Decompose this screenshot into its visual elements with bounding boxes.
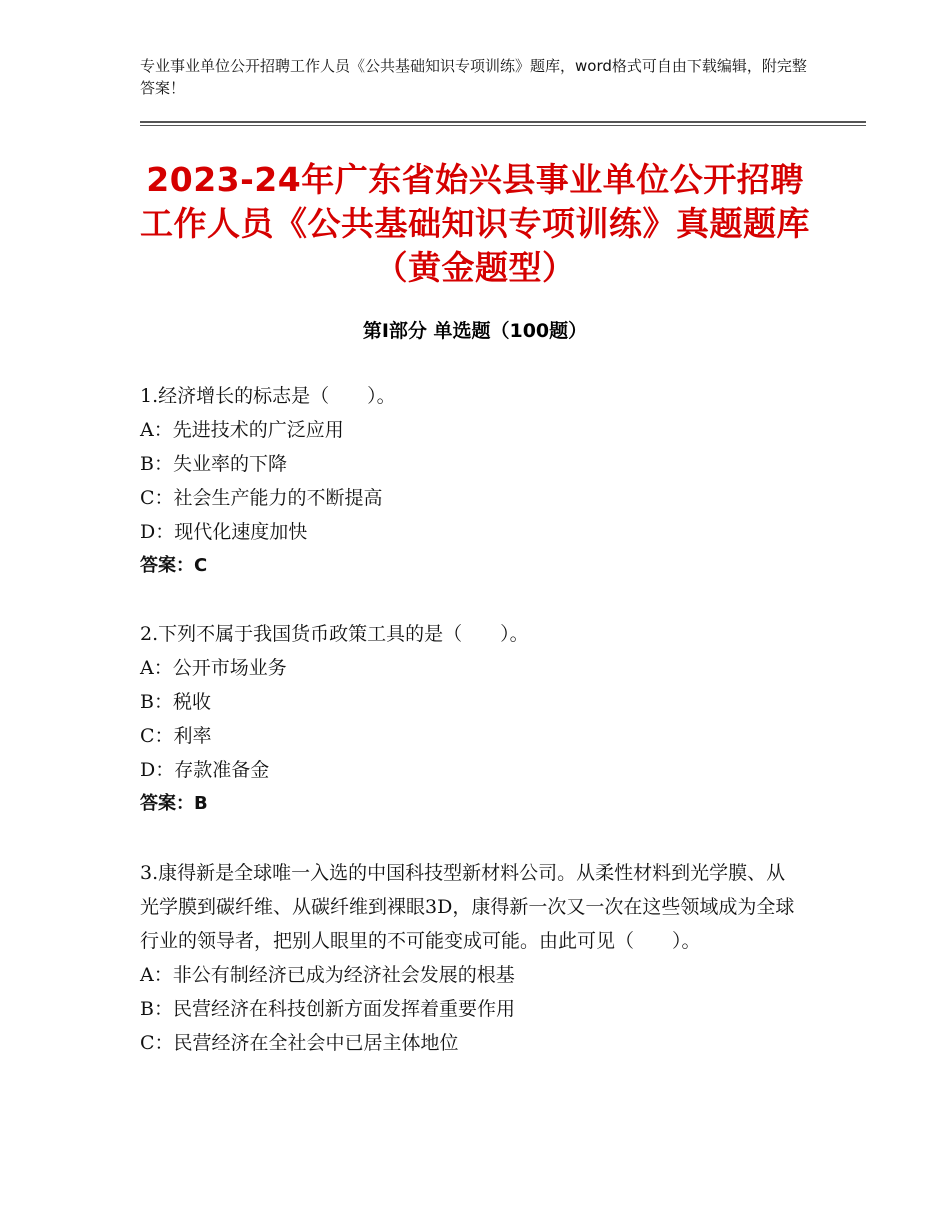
option-c: C：民营经济在全社会中已居主体地位: [140, 1032, 459, 1054]
question-stem: 1.经济增长的标志是（ ）。: [140, 385, 396, 407]
option-a: A：非公有制经济已成为经济社会发展的根基: [140, 964, 515, 986]
section-heading: 第Ⅰ部分 单选题（100题）: [362, 320, 588, 342]
option-d: D：存款准备金: [140, 759, 270, 781]
answer: 答案：B: [140, 793, 208, 814]
option-a: A：先进技术的广泛应用: [140, 419, 344, 441]
question-2: [140, 617, 800, 821]
option-c: C：社会生产能力的不断提高: [140, 487, 383, 509]
question-3: [140, 856, 800, 1060]
option-b: B：失业率的下降: [140, 453, 287, 475]
document-title: 2023-24年广东省始兴县事业单位公开招聘工作人员《公共基础知识专项训练》真题题库（黄金题型）: [140, 160, 810, 287]
option-b: B：税收: [140, 691, 211, 713]
header-note: 专业事业单位公开招聘工作人员《公共基础知识专项训练》题库，word格式可自由下载编辑，附完整答案！: [140, 57, 807, 97]
header-divider-thin: [140, 125, 866, 126]
option-b: B：民营经济在科技创新方面发挥着重要作用: [140, 998, 515, 1020]
option-a: A：公开市场业务: [140, 657, 287, 679]
question-stem: 3.康得新是全球唯一入选的中国科技型新材料公司。从柔性材料到光学膜、从光学膜到碳纤维、从碳纤维到裸眼3D，康得新一次又一次在这些领域成为全球行业的领导者，把别人眼里的不可能变成可能。由此可见（ ）。: [140, 862, 795, 952]
question-stem: 2.下列不属于我国货币政策工具的是（ ）。: [140, 623, 529, 645]
question-1: [140, 379, 800, 583]
header-divider-thick: [140, 121, 866, 123]
option-c: C：利率: [140, 725, 212, 747]
option-d: D：现代化速度加快: [140, 521, 308, 543]
answer: 答案：C: [140, 555, 208, 576]
